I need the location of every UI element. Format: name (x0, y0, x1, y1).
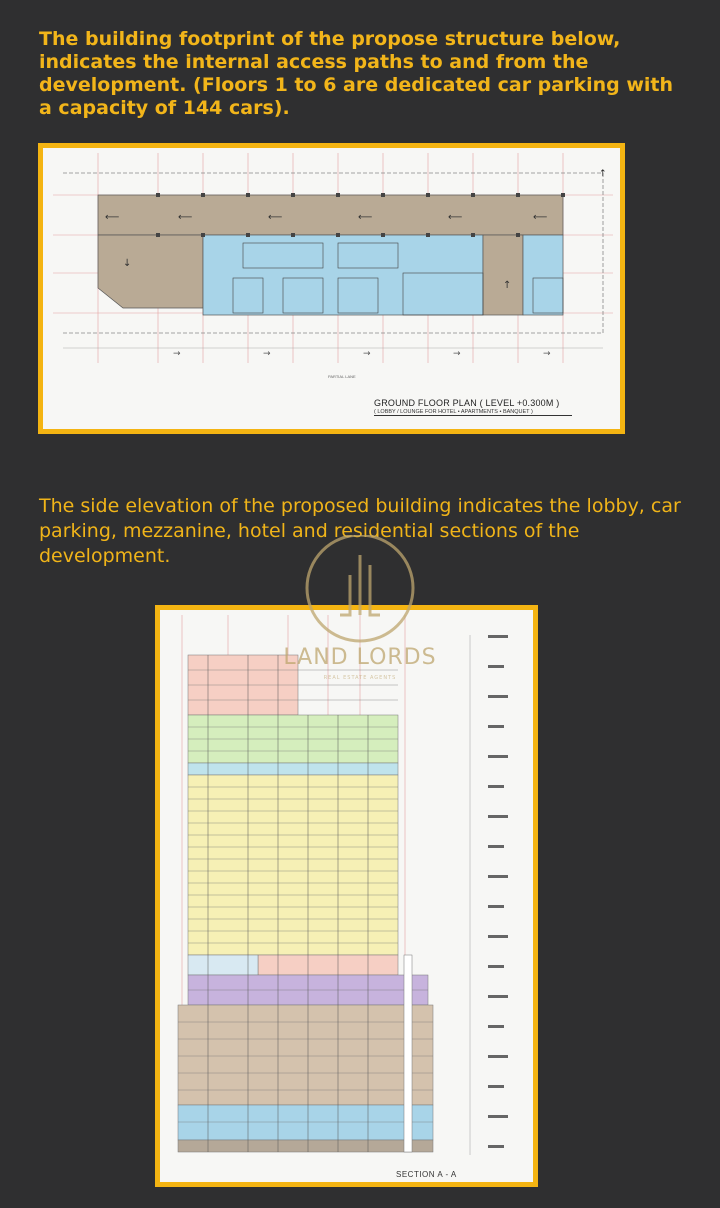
road-label: PARTIAL LANE (328, 374, 356, 379)
svg-text:⟵: ⟵ (178, 212, 193, 223)
plan-title-block (374, 398, 572, 416)
section-caption: The side elevation of the proposed building indicates the lobby, car parking, mezzanine, hotel and residential sections of the development. (39, 495, 681, 567)
section-title: SECTION A - A (396, 1170, 457, 1179)
svg-text:↑: ↑ (599, 169, 607, 179)
svg-text:→: → (173, 349, 181, 359)
svg-text:⟵: ⟵ (448, 212, 463, 223)
svg-text:↑: ↑ (503, 280, 512, 291)
plan-subtitle: ( LOBBY / LOUNGE FOR HOTEL • APARTMENTS • BANQUET ) (374, 409, 533, 415)
svg-text:⟵: ⟵ (358, 212, 373, 223)
plan-title: GROUND FLOOR PLAN ( LEVEL +0.300M ) (374, 398, 560, 408)
svg-text:→: → (263, 349, 271, 359)
watermark-tagline: REAL ESTATE AGENTS (323, 675, 397, 681)
svg-text:⟵: ⟵ (268, 212, 283, 223)
svg-text:↓: ↓ (123, 258, 132, 269)
svg-text:→: → (363, 349, 371, 359)
svg-text:→: → (543, 349, 551, 359)
svg-text:⟵: ⟵ (105, 212, 120, 223)
section-drawing (155, 605, 538, 1187)
floor-plan-drawing (38, 143, 625, 434)
plan-caption: The building footprint of the propose structure below, indicates the internal access paths to and from the development. (Floors 1 to 6 are dedicated car parking with a capacity of 144 cars). (39, 28, 674, 119)
watermark-name: LAND LORDS (283, 645, 437, 670)
svg-text:⟵: ⟵ (533, 212, 548, 223)
svg-text:→: → (453, 349, 461, 359)
